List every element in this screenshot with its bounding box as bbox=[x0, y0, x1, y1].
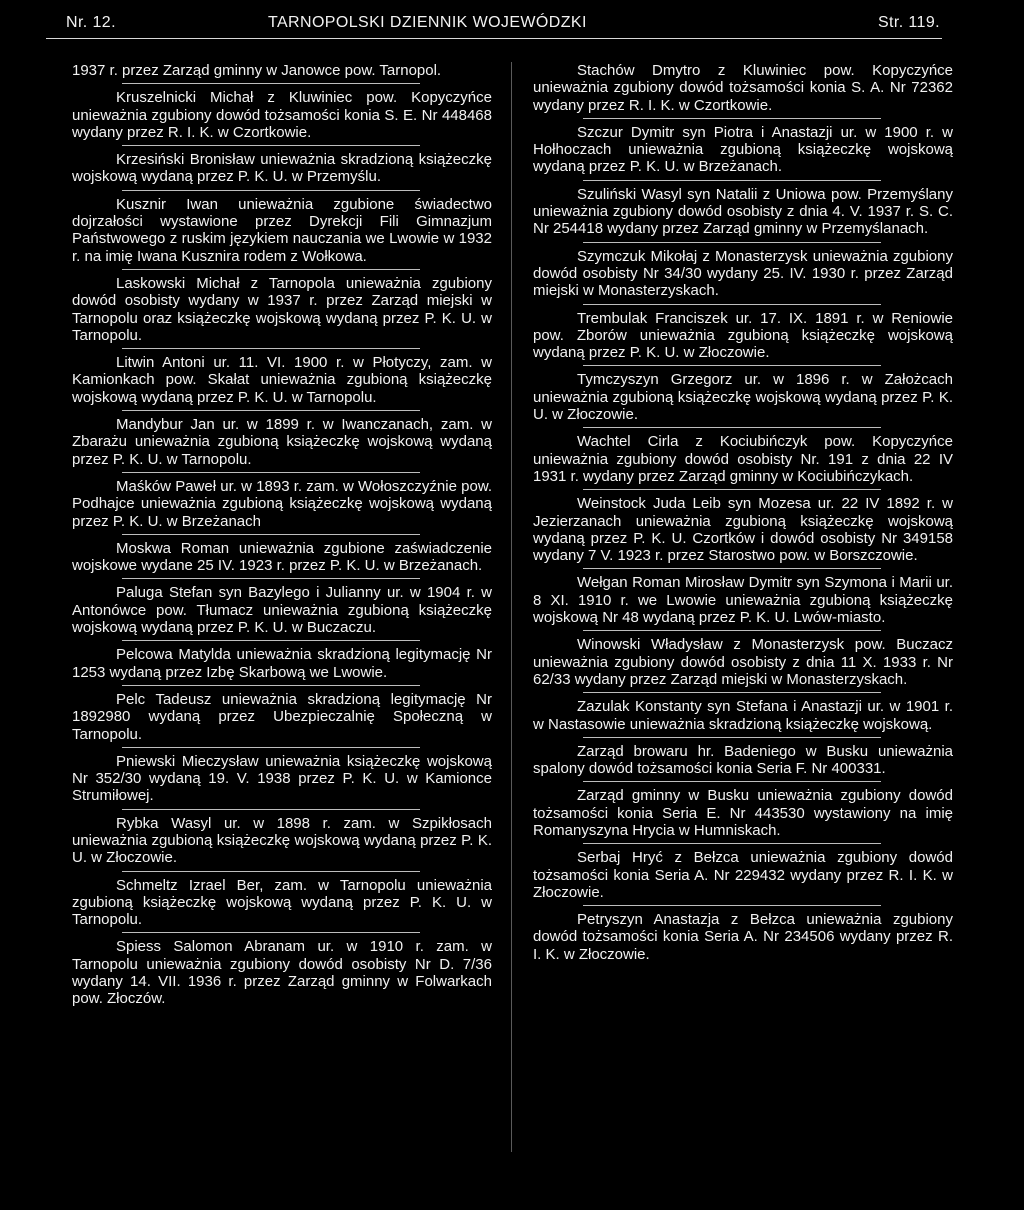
notice-entry: Zarząd gminny w Busku unieważnia zgubiony dowód tożsamości konia Seria E. Nr 443530 wystawiony na imię Romanyszyna Hrycia w Humniskach. bbox=[533, 787, 953, 839]
notice-entry: Szuliński Wasyl syn Natalii z Uniowa pow. Przemyślany unieważnia zgubiony dowód osobisty z dnia 4. V. 1937 r. S. C. Nr 254418 wydany przez Zarząd gminny w Przemyślanach. bbox=[533, 185, 953, 238]
notice-entry: Pelc Tadeusz unieważnia skradzioną legitymację Nr 1892980 wydaną przez Ubezpieczalnię Społeczną w Tarnopolu. bbox=[72, 690, 492, 743]
notice-separator bbox=[583, 304, 881, 305]
notice-separator bbox=[122, 534, 420, 535]
notice-entry: Mandybur Jan ur. w 1899 r. w Iwanczanach, zam. w Zbarażu unieważnia zgubioną książeczkę wojskową wydaną przez P. K. U. w Tarnopolu. bbox=[72, 416, 492, 468]
notice-entry: Wełgan Roman Mirosław Dymitr syn Szymona i Marii ur. 8 XI. 1910 r. we Lwowie unieważnia zgubioną książeczkę wojskową Nr 48 wydaną przez P. K. U. Lwów-miasto. bbox=[533, 574, 953, 627]
notice-separator bbox=[583, 427, 881, 428]
notice-separator bbox=[583, 489, 881, 490]
notice-separator bbox=[122, 472, 420, 473]
notice-entry: Winowski Władysław z Monasterzysk pow. Buczacz unieważnia zgubiony dowód osobisty z dnia 11 X. 1933 r. Nr 62/33 wydany przez Zarząd miejski w Monasterzyskach. bbox=[533, 636, 953, 688]
notice-entry: Pniewski Mieczysław unieważnia książeczkę wojskową Nr 352/30 wydaną 19. V. 1938 przez P. K. U. w Kamionce Strumiłowej. bbox=[72, 752, 492, 805]
left-column bbox=[72, 62, 492, 1008]
notice-separator bbox=[122, 578, 420, 579]
notice-entry: Pelcowa Matylda unieważnia skradzioną legitymację Nr 1253 wydaną przez Izbę Skarbową we Lwowie. bbox=[72, 646, 492, 681]
notice-entry: Spiess Salomon Abranam ur. w 1910 r. zam. w Tarnopolu unieważnia zgubiony dowód osobisty Nr D. 7/36 wydany 14. VII. 1936 r. przez Zarząd gminny w Folwarkach pow. Złoczów. bbox=[72, 938, 492, 1008]
notice-separator bbox=[122, 348, 420, 349]
notice-separator bbox=[583, 692, 881, 693]
notice-entry: Moskwa Roman unieważnia zgubione zaświadczenie wojskowe wydane 25 IV. 1923 r. przez P. K. U. w Brzeżanach. bbox=[72, 539, 492, 575]
notice-separator bbox=[122, 685, 420, 686]
notice-entry: Petryszyn Anastazja z Bełzca unieważnia zgubiony dowód tożsamości konia Seria A. Nr 234506 wydany przez R. I. K. w Złoczowie. bbox=[533, 911, 953, 963]
notice-entry: Schmeltz Izrael Ber, zam. w Tarnopolu unieważnia zgubioną książeczkę wojskową wydaną przez P. K. U. w Tarnopolu. bbox=[72, 876, 492, 929]
notice-separator bbox=[583, 905, 881, 906]
notice-entry: Trembulak Franciszek ur. 17. IX. 1891 r. w Reniowie pow. Zborów unieważnia zgubioną książeczkę wojskową wydaną przez P. K. U. w Złoczowie. bbox=[533, 309, 953, 362]
issue-number: Nr. 12. bbox=[66, 14, 116, 31]
column-divider bbox=[511, 62, 512, 1152]
notice-entry: Zazulak Konstanty syn Stefana i Anastazji ur. w 1901 r. w Nastasowie unieważnia skradzioną książeczkę wojskową. bbox=[533, 698, 953, 733]
notice-entry: Paluga Stefan syn Bazylego i Julianny ur. w 1904 r. w Antonówce pow. Tłumacz unieważnia zgubioną książeczkę wojskową wydaną przez P. K. U. w Buczaczu. bbox=[72, 584, 492, 637]
notice-entry: Szczur Dymitr syn Piotra i Anastazji ur. w 1900 r. w Hołhoczach unieważnia zgubioną książeczkę wojskową wydaną przez P. K. U. w Brzeżanach. bbox=[533, 123, 953, 176]
notice-entry: Szymczuk Mikołaj z Monasterzysk unieważnia zgubiony dowód osobisty Nr 34/30 wydany 25. IV. 1930 r. przez Zarząd miejski w Monasterzyskach. bbox=[533, 247, 953, 300]
notice-entry: Maśków Paweł ur. w 1893 r. zam. w Wołoszczyźnie pow. Podhajce unieważnia zgubioną książeczkę wojskową wydaną przez P. K. U. w Brzeżanach bbox=[72, 477, 492, 530]
notice-entry: Rybka Wasyl ur. w 1898 r. zam. w Szpikłosach unieważnia zgubioną książeczkę wojskową wydaną przez P. K. U. w Złoczowie. bbox=[72, 814, 492, 867]
notice-separator bbox=[122, 269, 420, 270]
notice-separator bbox=[583, 737, 881, 738]
notice-entry: Krzesiński Bronisław unieważnia skradzioną książeczkę wojskową wydaną przez P. K. U. w Przemyślu. bbox=[72, 151, 492, 186]
notice-entry: Litwin Antoni ur. 11. VI. 1900 r. w Płotyczy, zam. w Kamionkach pow. Skałat unieważnia zgubioną książeczkę wojskową wydaną przez P. K. U. w Tarnopolu. bbox=[72, 354, 492, 406]
notice-entry: Serbaj Hryć z Bełzca unieważnia zgubiony dowód tożsamości konia Seria A. Nr 229432 wydany przez R. I. K. w Złoczowie. bbox=[533, 849, 953, 901]
notice-separator bbox=[122, 640, 420, 641]
newspaper-title: TARNOPOLSKI DZIENNIK WOJEWÓDZKI bbox=[268, 14, 587, 31]
notice-separator bbox=[122, 809, 420, 810]
notice-entry: Zarząd browaru hr. Badeniego w Busku unieważnia spalony dowód tożsamości konia Seria F. Nr 400331. bbox=[533, 742, 953, 778]
notice-separator bbox=[583, 630, 881, 631]
notice-separator bbox=[122, 410, 420, 411]
notice-entry: Weinstock Juda Leib syn Mozesa ur. 22 IV 1892 r. w Jezierzanach unieważnia zgubioną książeczkę wojskową wydaną przez P. K. U. Czortków i dowód osobisty Nr 349158 wydany 7 V. 1923 r. przez Starostwo pow. w Borszczowie. bbox=[533, 495, 953, 565]
notice-separator bbox=[583, 568, 881, 569]
notice-separator bbox=[583, 180, 881, 181]
notice-entry: Laskowski Michał z Tarnopola unieważnia zgubiony dowód osobisty wydany w 1937 r. przez Zarząd miejski w Tarnopolu oraz książeczkę wojskową wydaną przez P. K. U. w Tarnopolu. bbox=[72, 274, 492, 344]
notice-entry: Tymczyszyn Grzegorz ur. w 1896 r. w Założcach unieważnia zgubioną książeczkę wojskową wydaną przez P. K. U. w Złoczowie. bbox=[533, 371, 953, 424]
notice-separator bbox=[122, 932, 420, 933]
notice-separator bbox=[122, 83, 420, 84]
notice-entry: Stachów Dmytro z Kluwiniec pow. Kopyczyńce unieważnia zgubiony dowód tożsamości konia S. A. Nr 72362 wydany przez R. I. K. w Czortkowie. bbox=[533, 62, 953, 114]
notice-separator bbox=[122, 747, 420, 748]
notice-entry: 1937 r. przez Zarząd gminny w Janowce pow. Tarnopol. bbox=[72, 62, 442, 79]
notice-separator bbox=[583, 242, 881, 243]
notice-entry: Kusznir Iwan unieważnia zgubione świadectwo dojrzałości wystawione przez Dyrekcji Fili Gimnazjum Państwowego z ruskim językiem nauczania we Lwowie w 1932 r. na imię Iwana Kusznira rodem z Wołkowa. bbox=[72, 195, 492, 265]
notice-separator bbox=[122, 145, 420, 146]
notice-separator bbox=[583, 118, 881, 119]
page-header bbox=[46, 12, 942, 39]
notice-separator bbox=[122, 190, 420, 191]
notice-separator bbox=[583, 781, 881, 782]
notice-separator bbox=[583, 365, 881, 366]
right-column bbox=[533, 62, 953, 963]
page-number: Str. 119. bbox=[877, 14, 940, 31]
notice-separator bbox=[122, 871, 420, 872]
notice-entry: Wachtel Cirla z Kociubińczyk pow. Kopyczyńce unieważnia zgubiony dowód osobisty Nr. 191 z dnia 22 IV 1931 r. wydany przez Zarząd gminny w Kociubińczykach. bbox=[533, 433, 953, 485]
notice-separator bbox=[583, 843, 881, 844]
notice-entry: Kruszelnicki Michał z Kluwiniec pow. Kopyczyńce unieważnia zgubiony dowód tożsamości konia S. E. Nr 448468 wydany przez R. I. K. w Czortkowie. bbox=[72, 89, 492, 141]
